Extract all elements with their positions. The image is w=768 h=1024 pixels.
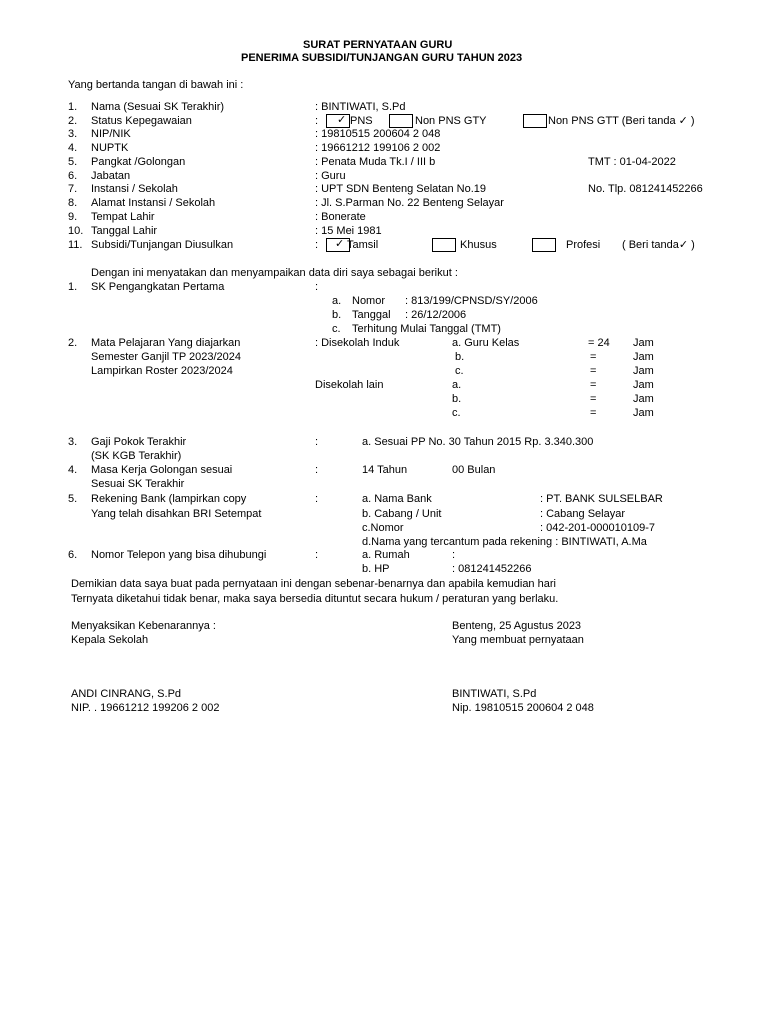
sekolah-induk-label: : Disekolah Induk xyxy=(315,337,400,349)
hours-unit: Jam xyxy=(633,407,654,419)
row-label: NIP/NIK xyxy=(91,128,131,140)
option-pns: PNS xyxy=(350,115,373,127)
subject-item: c. xyxy=(452,407,461,419)
row-num: 6. xyxy=(68,170,78,182)
row-num: 1. xyxy=(68,281,78,293)
hours-unit: Jam xyxy=(633,365,654,377)
years-value: 14 Tahun xyxy=(362,464,408,476)
sub-label: Terhitung Mulai Tanggal (TMT) xyxy=(352,323,501,335)
hours-value: = xyxy=(590,407,597,419)
row-label: Yang telah disahkan BRI Setempat xyxy=(91,508,262,520)
hours-unit: Jam xyxy=(633,351,654,363)
row-label: Gaji Pokok Terakhir xyxy=(91,436,187,448)
witness-role: Kepala Sekolah xyxy=(71,634,149,646)
row-num: 5. xyxy=(68,156,78,168)
bank-branch-value: : Cabang Selayar xyxy=(540,508,625,520)
sub-label: Nomor xyxy=(352,295,386,307)
row-label: Tanggal Lahir xyxy=(91,225,158,237)
row-num: 6. xyxy=(68,549,78,561)
row-value: : 15 Mei 1981 xyxy=(315,225,382,237)
row-label: Lampirkan Roster 2023/2024 xyxy=(91,365,233,377)
row-label: SK Pengangkatan Pertama xyxy=(91,281,225,293)
row-num: 4. xyxy=(68,464,78,476)
row-value: : Guru xyxy=(315,170,346,182)
row-value: : Penata Muda Tk.I / III b xyxy=(315,156,436,168)
row-colon: : xyxy=(315,436,319,448)
row-value: : BINTIWATI, S.Pd xyxy=(315,101,406,113)
row-label: Pangkat /Golongan xyxy=(91,156,186,168)
row-num: 5. xyxy=(68,493,78,505)
row-num: 3. xyxy=(68,128,78,140)
intro-text: Yang bertanda tangan di bawah ini : xyxy=(68,79,244,91)
row-label: Instansi / Sekolah xyxy=(91,183,178,195)
check-mark-icon: ✓ xyxy=(678,239,689,251)
closing-line-2: Ternyata diketahui tidak benar, maka saya bersedia dituntut secara hukum / peraturan yang berlaku. xyxy=(71,593,559,605)
row-label: Nama (Sesuai SK Terakhir) xyxy=(91,101,225,113)
title-line-2: PENERIMA SUBSIDI/TUNJANGAN GURU TAHUN 2023 xyxy=(241,52,523,64)
declarant-name: BINTIWATI, S.Pd xyxy=(452,688,537,700)
home-phone-value: : xyxy=(452,549,456,561)
sekolah-lain-label: Disekolah lain xyxy=(315,379,384,391)
check-mark-icon: ✓ xyxy=(335,238,345,250)
khusus-checkbox[interactable] xyxy=(432,238,456,252)
closing-line-1: Demikian data saya buat pada pernyataan ini dengan sebenar-benarnya dan apabila kemudian hari xyxy=(71,578,556,590)
sub-label: Tanggal xyxy=(352,309,391,321)
witness-nip: NIP. . 19661212 199206 2 002 xyxy=(71,702,220,714)
profesi-checkbox[interactable] xyxy=(532,238,556,252)
row-value: : Bonerate xyxy=(315,211,366,223)
beri-tanda-note: ( Beri tanda✓ ) xyxy=(622,239,695,251)
row-label: Sesuai SK Terakhir xyxy=(91,478,185,490)
sub-letter: c. xyxy=(332,323,341,335)
place-date: Benteng, 25 Agustus 2023 xyxy=(452,620,582,632)
non-pns-gtt-checkbox[interactable] xyxy=(523,114,547,128)
hours-unit: Jam xyxy=(633,393,654,405)
row-num: 3. xyxy=(68,436,78,448)
row-label: Nomor Telepon yang bisa dihubungi xyxy=(91,549,267,561)
option-non-pns-gtt: Non PNS GTT (Beri tanda ✓ ) xyxy=(548,115,695,127)
row-num: 2. xyxy=(68,337,78,349)
subject-item: c. xyxy=(455,365,464,377)
sub-letter: b. xyxy=(332,309,342,321)
bank-account-label: c.Nomor xyxy=(362,522,404,534)
row-num: 11. xyxy=(68,239,83,251)
subject-item: a. Guru Kelas xyxy=(452,337,520,349)
witness-heading: Menyaksikan Kebenarannya : xyxy=(71,620,216,632)
row-label: Masa Kerja Golongan sesuai xyxy=(91,464,233,476)
phone-value: No. Tlp. 081241452266 xyxy=(588,183,703,195)
row-colon: : xyxy=(315,493,319,505)
row-value: : 19661212 199106 2 002 xyxy=(315,142,441,154)
row-colon: : xyxy=(315,549,319,561)
home-phone-label: a. Rumah xyxy=(362,549,410,561)
hours-value: = xyxy=(590,351,597,363)
hours-value: = xyxy=(590,379,597,391)
statement-text: Dengan ini menyatakan dan menyampaikan data diri saya sebagai berikut : xyxy=(91,267,458,279)
row-colon: : xyxy=(315,115,319,127)
row-num: 1. xyxy=(68,101,78,113)
option-non-pns-gty: Non PNS GTY xyxy=(415,115,487,127)
row-label: Rekening Bank (lampirkan copy xyxy=(91,493,247,505)
bank-name-value: : PT. BANK SULSELBAR xyxy=(540,493,663,505)
row-label: Tempat Lahir xyxy=(91,211,155,223)
declarant-role: Yang membuat pernyataan xyxy=(452,634,584,646)
row-label: Jabatan xyxy=(91,170,131,182)
subject-item: b. xyxy=(452,393,462,405)
row-colon: : xyxy=(315,239,319,251)
hours-unit: Jam xyxy=(633,337,654,349)
sub-value: : 26/12/2006 xyxy=(405,309,467,321)
row-colon: : xyxy=(315,281,319,293)
row-label: Alamat Instansi / Sekolah xyxy=(91,197,216,209)
non-pns-gty-checkbox[interactable] xyxy=(389,114,413,128)
row-value: : 19810515 200604 2 048 xyxy=(315,128,441,140)
subject-item: b. xyxy=(455,351,465,363)
salary-value: a. Sesuai PP No. 30 Tahun 2015 Rp. 3.340.300 xyxy=(362,436,594,448)
declarant-nip: Nip. 19810515 200604 2 048 xyxy=(452,702,594,714)
row-label: (SK KGB Terakhir) xyxy=(91,450,182,462)
option-profesi: Profesi xyxy=(566,239,601,251)
check-mark-icon: ✓ xyxy=(678,115,688,127)
hours-value: = xyxy=(590,393,597,405)
row-num: 7. xyxy=(68,183,78,195)
mobile-phone-value: : 081241452266 xyxy=(452,563,532,575)
row-num: 8. xyxy=(68,197,78,209)
title-line-1: SURAT PERNYATAAN GURU xyxy=(303,39,453,51)
option-tamsil: Tamsil xyxy=(347,239,379,251)
hours-unit: Jam xyxy=(633,379,654,391)
hours-value: = xyxy=(590,365,597,377)
bank-name-label: a. Nama Bank xyxy=(362,493,432,505)
bank-account-value: : 042-201-000010109-7 xyxy=(540,522,655,534)
row-colon: : xyxy=(315,464,319,476)
row-label: Mata Pelajaran Yang diajarkan xyxy=(91,337,241,349)
sub-value: : 813/199/CPNSD/SY/2006 xyxy=(405,295,538,307)
check-mark-icon: ✓ xyxy=(337,114,347,126)
pns-checkbox[interactable] xyxy=(326,114,350,128)
row-label: Subsidi/Tunjangan Diusulkan xyxy=(91,239,234,251)
tmt-value: TMT : 01-04-2022 xyxy=(588,156,676,168)
row-value: : UPT SDN Benteng Selatan No.19 xyxy=(315,183,487,195)
option-khusus: Khusus xyxy=(460,239,497,251)
row-label: NUPTK xyxy=(91,142,129,154)
row-num: 9. xyxy=(68,211,78,223)
mobile-phone-label: b. HP xyxy=(362,563,390,575)
months-value: 00 Bulan xyxy=(452,464,496,476)
row-value: : Jl. S.Parman No. 22 Benteng Selayar xyxy=(315,197,504,209)
row-num: 4. xyxy=(68,142,78,154)
witness-name: ANDI CINRANG, S.Pd xyxy=(71,688,182,700)
bank-account-holder: d.Nama yang tercantum pada rekening : BINTIWATI, A.Ma xyxy=(362,536,647,548)
row-num: 2. xyxy=(68,115,78,127)
row-label: Status Kepegawaian xyxy=(91,115,192,127)
hours-value: = 24 xyxy=(588,337,610,349)
row-num: 10. xyxy=(68,225,84,237)
sub-letter: a. xyxy=(332,295,342,307)
bank-branch-label: b. Cabang / Unit xyxy=(362,508,442,520)
row-label: Semester Ganjil TP 2023/2024 xyxy=(91,351,242,363)
subject-item: a. xyxy=(452,379,462,391)
